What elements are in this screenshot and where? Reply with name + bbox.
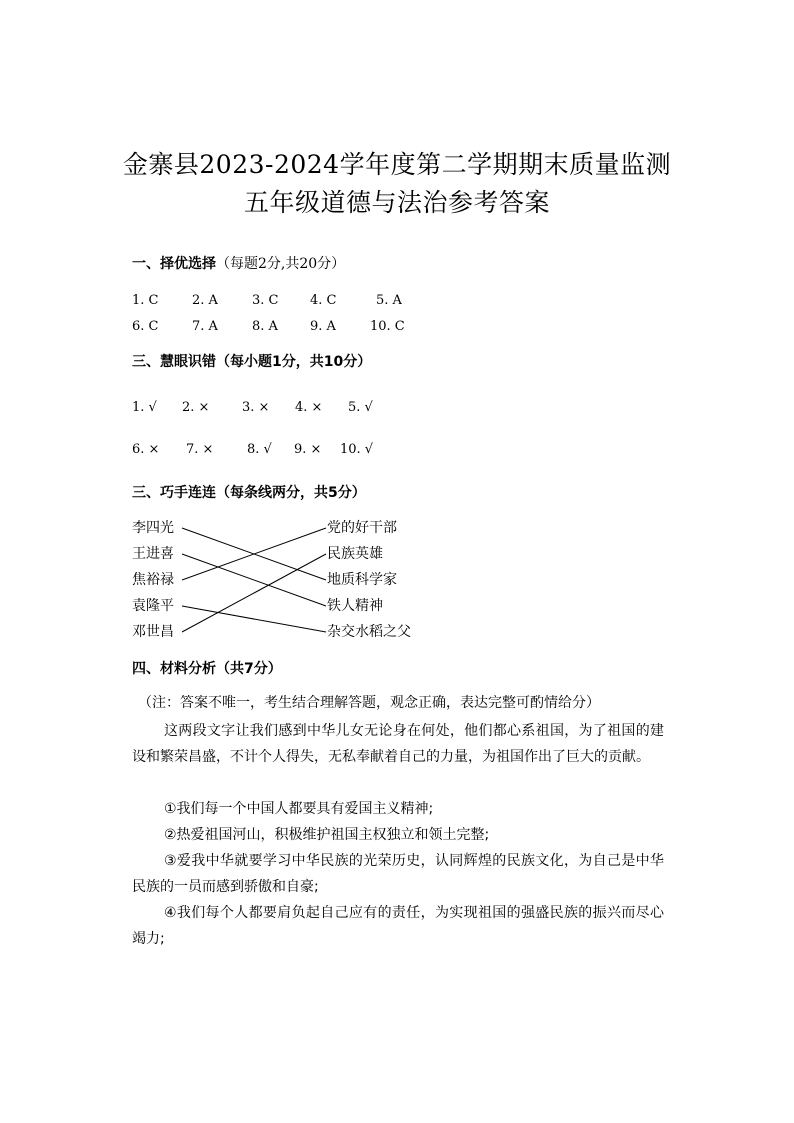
answer-item: 5. A	[376, 293, 402, 308]
answer-item: 10. √	[340, 442, 374, 457]
answer-point-4: ④我们每个人都要肩负起自己应有的责任，为实现祖国的强盛民族的振兴而尽心竭力;	[132, 905, 664, 947]
section-1-heading-text: 一、择优选择	[132, 256, 216, 272]
match-left-item: 王进喜	[132, 546, 174, 562]
answer-item: 8. A	[252, 319, 278, 334]
match-right-item: 地质科学家	[327, 572, 397, 588]
match-line	[182, 554, 326, 606]
answer-item: 1. C	[132, 293, 159, 308]
title-line-2: 五年级道德与法治参考答案	[243, 188, 550, 217]
answer-item: 7. ×	[186, 442, 214, 457]
match-right-item: 铁人精神	[327, 598, 383, 614]
answer-point-1: ①我们每一个中国人都要具有爱国主义精神;	[164, 801, 434, 817]
match-right-item: 民族英雄	[327, 546, 383, 562]
answer-item: 6. C	[132, 319, 159, 334]
section-4-heading: 四、材料分析（共7分）	[132, 661, 282, 677]
match-left-item: 李四光	[132, 520, 174, 536]
match-line	[182, 554, 326, 632]
answer-item: 10. C	[370, 319, 405, 334]
title-line-1: 金寨县2023-2024学年度第二学期期末质量监测	[122, 150, 672, 179]
answer-item: 4. ×	[295, 400, 323, 415]
section-1-heading-note: （每题2分,共20分）	[216, 256, 346, 272]
answer-item: 1. √	[132, 400, 157, 415]
match-left-item: 袁隆平	[132, 598, 174, 614]
answer-item: 9. A	[310, 319, 336, 334]
answer-item: 4. C	[310, 293, 337, 308]
answer-item: 3. C	[252, 293, 279, 308]
match-line	[182, 606, 326, 632]
match-right-item: 杂交水稻之父	[327, 624, 411, 640]
match-left-item: 焦裕禄	[132, 572, 174, 588]
answer-paragraph: 这两段文字让我们感到中华儿女无论身在何处，他们都心系祖国，为了祖国的建设和繁荣昌盛，不计个人得失，无私奉献着自己的力量，为祖国作出了巨大的贡献。	[132, 723, 664, 765]
answer-point-2: ②热爱祖国河山，积极维护祖国主权独立和领土完整;	[164, 827, 490, 843]
answer-point-3: ③爱我中华就要学习中华民族的光荣历史，认同辉煌的民族文化，为自己是中华民族的一员而感到骄傲和自豪;	[132, 853, 664, 895]
answer-item: 7. A	[192, 319, 218, 334]
match-left-item: 邓世昌	[132, 624, 174, 640]
answer-item: 2. ×	[182, 400, 210, 415]
answer-item: 8. √	[247, 442, 272, 457]
answer-item: 6. ×	[132, 442, 160, 457]
answer-item: 3. ×	[242, 400, 270, 415]
answer-item: 2. A	[192, 293, 218, 308]
answer-item: 9. ×	[294, 442, 322, 457]
answer-item: 5. √	[348, 400, 373, 415]
section-3-heading: 三、巧手连连（每条线两分，共5分）	[132, 485, 366, 501]
section-4-note: （注：答案不唯一，考生结合理解答题，观念正确，表达完整可酌情给分）	[138, 695, 600, 711]
section-2-heading: 三、慧眼识错（每小题1分，共10分）	[132, 354, 372, 370]
match-right-item: 党的好干部	[327, 520, 397, 536]
